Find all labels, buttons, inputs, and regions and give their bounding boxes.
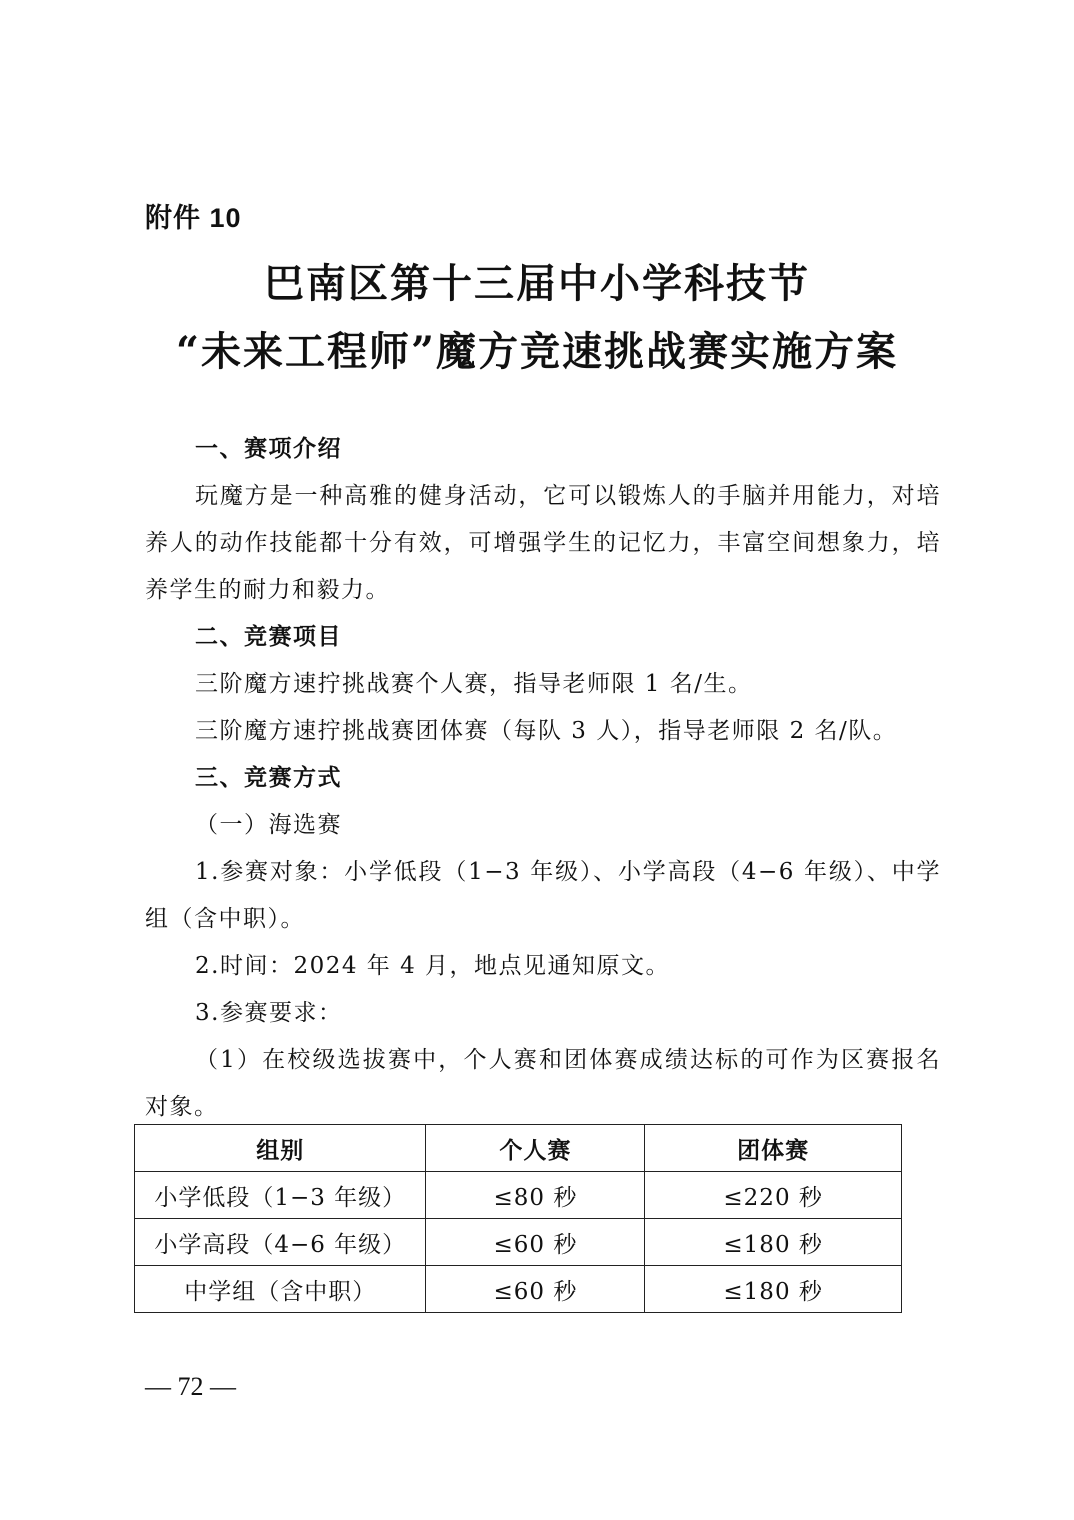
section-3-paragraph-3: 3.参赛要求： <box>195 1000 343 1026</box>
table-header-cell: 组别 <box>135 1125 426 1172</box>
qualification-table <box>134 1124 902 1313</box>
table-row <box>135 1266 902 1313</box>
table-cell: ≤60 秒 <box>426 1266 645 1313</box>
table-cell: 中学组（含中职） <box>135 1266 426 1313</box>
table-header-cell: 团体赛 <box>645 1125 902 1172</box>
table-cell: 小学低段（1−3 年级） <box>135 1172 426 1219</box>
section-3-paragraph-1: 1.参赛对象：小学低段（1−3 年级）、小学高段（4−6 年级）、中学组（含中职）。 <box>145 859 941 932</box>
table-row <box>135 1172 902 1219</box>
attachment-label: 附件 10 <box>145 203 242 233</box>
section-1-paragraph: 玩魔方是一种高雅的健身活动，它可以锻炼人的手脑并用能力，对培养人的动作技能都十分有效，可增强学生的记忆力，丰富空间想象力，培养学生的耐力和毅力。 <box>145 483 941 603</box>
page-number: — 72 — <box>145 1372 236 1401</box>
table-cell: ≤180 秒 <box>645 1266 902 1313</box>
table-cell: ≤220 秒 <box>645 1172 902 1219</box>
table-cell: ≤180 秒 <box>645 1219 902 1266</box>
section-2-heading: 二、竞赛项目 <box>195 624 342 650</box>
section-3-subheading: （一）海选赛 <box>195 812 342 838</box>
document-body <box>145 426 941 1131</box>
table-cell: ≤60 秒 <box>426 1219 645 1266</box>
section-3-paragraph-2: 2.时间：2024 年 4 月，地点见通知原文。 <box>195 953 671 979</box>
table-row <box>135 1219 902 1266</box>
document-title-line-2: “未来工程师”魔方竞速挑战赛实施方案 <box>175 328 898 375</box>
section-3-heading: 三、竞赛方式 <box>195 765 342 791</box>
table-cell: ≤80 秒 <box>426 1172 645 1219</box>
table-cell: 小学高段（4−6 年级） <box>135 1219 426 1266</box>
table-header-row <box>135 1125 902 1172</box>
section-3-paragraph-4: （1）在校级选拔赛中，个人赛和团体赛成绩达标的可作为区赛报名对象。 <box>145 1047 941 1120</box>
section-2-item-1: 三阶魔方速拧挑战赛个人赛，指导老师限 1 名/生。 <box>195 671 753 697</box>
section-2-item-2: 三阶魔方速拧挑战赛团体赛（每队 3 人），指导老师限 2 名/队。 <box>195 718 898 744</box>
document-title-line-1: 巴南区第十三届中小学科技节 <box>264 260 810 307</box>
section-1-heading: 一、赛项介绍 <box>195 436 342 462</box>
table-header-cell: 个人赛 <box>426 1125 645 1172</box>
